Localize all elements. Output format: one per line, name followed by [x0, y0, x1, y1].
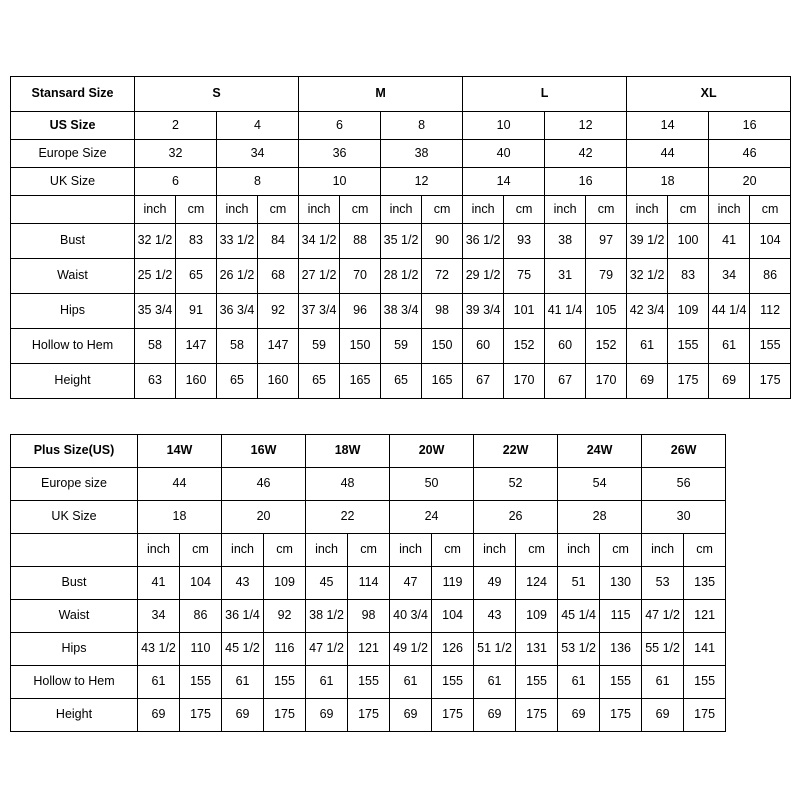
cell: 20	[222, 501, 306, 534]
cell: 88	[340, 224, 381, 259]
cell: 41	[138, 567, 180, 600]
cell: 175	[516, 699, 558, 732]
unit-cell: cm	[432, 534, 474, 567]
cell: 14	[627, 112, 709, 140]
cell: 16	[545, 168, 627, 196]
cell: 135	[684, 567, 726, 600]
cell: 47 1/2	[306, 633, 348, 666]
cell: 105	[586, 294, 627, 329]
cell: 92	[264, 600, 306, 633]
table-row	[11, 112, 791, 140]
cell: 8	[381, 112, 463, 140]
cell: 47	[390, 567, 432, 600]
plus-size-24w: 24W	[558, 435, 642, 468]
row-label-waist: Waist	[11, 259, 135, 294]
cell: 96	[340, 294, 381, 329]
cell: 68	[258, 259, 299, 294]
cell: 112	[750, 294, 791, 329]
table-row	[11, 294, 791, 329]
cell: 155	[600, 666, 642, 699]
table-row	[11, 435, 726, 468]
row-label-units	[11, 196, 135, 224]
cell: 26	[474, 501, 558, 534]
table-row	[11, 666, 726, 699]
cell: 165	[340, 364, 381, 399]
cell: 34	[709, 259, 750, 294]
unit-cell: cm	[504, 196, 545, 224]
unit-cell: cm	[422, 196, 463, 224]
unit-cell: inch	[463, 196, 504, 224]
cell: 50	[390, 468, 474, 501]
cell: 42	[545, 140, 627, 168]
cell: 27 1/2	[299, 259, 340, 294]
cell: 160	[258, 364, 299, 399]
size-group-l: L	[463, 77, 627, 112]
unit-cell: inch	[545, 196, 586, 224]
row-label-us-size: US Size	[11, 112, 135, 140]
cell: 61	[390, 666, 432, 699]
row-label-uk-size: UK Size	[11, 501, 138, 534]
table-row	[11, 534, 726, 567]
cell: 175	[432, 699, 474, 732]
cell: 175	[180, 699, 222, 732]
size-group-s: S	[135, 77, 299, 112]
unit-cell: inch	[627, 196, 668, 224]
cell: 43	[474, 600, 516, 633]
cell: 61	[474, 666, 516, 699]
cell: 119	[432, 567, 474, 600]
cell: 28	[558, 501, 642, 534]
cell: 6	[299, 112, 381, 140]
table-row	[11, 468, 726, 501]
cell: 42 3/4	[627, 294, 668, 329]
cell: 70	[340, 259, 381, 294]
unit-cell: inch	[381, 196, 422, 224]
cell: 59	[381, 329, 422, 364]
cell: 55 1/2	[642, 633, 684, 666]
cell: 38 1/2	[306, 600, 348, 633]
cell: 93	[504, 224, 545, 259]
table-row	[11, 567, 726, 600]
cell: 175	[750, 364, 791, 399]
cell: 43	[222, 567, 264, 600]
cell: 160	[176, 364, 217, 399]
row-label-bust: Bust	[11, 224, 135, 259]
cell: 32	[135, 140, 217, 168]
cell: 65	[299, 364, 340, 399]
cell: 130	[600, 567, 642, 600]
cell: 83	[176, 224, 217, 259]
cell: 44	[138, 468, 222, 501]
row-label-hollow-to-hem: Hollow to Hem	[11, 666, 138, 699]
cell: 175	[348, 699, 390, 732]
cell: 170	[504, 364, 545, 399]
cell: 86	[180, 600, 222, 633]
table-row	[11, 699, 726, 732]
cell: 90	[422, 224, 463, 259]
row-label-europe-size: Europe Size	[11, 140, 135, 168]
cell: 63	[135, 364, 176, 399]
cell: 155	[432, 666, 474, 699]
cell: 98	[422, 294, 463, 329]
standard-title: Stansard Size	[11, 77, 135, 112]
cell: 45	[306, 567, 348, 600]
cell: 104	[750, 224, 791, 259]
unit-cell: inch	[217, 196, 258, 224]
plus-size-20w: 20W	[390, 435, 474, 468]
cell: 141	[684, 633, 726, 666]
cell: 52	[474, 468, 558, 501]
cell: 40 3/4	[390, 600, 432, 633]
cell: 46	[222, 468, 306, 501]
cell: 34 1/2	[299, 224, 340, 259]
table-row	[11, 329, 791, 364]
unit-cell: inch	[642, 534, 684, 567]
cell: 109	[668, 294, 709, 329]
plus-size-18w: 18W	[306, 435, 390, 468]
cell: 152	[504, 329, 545, 364]
cell: 35 3/4	[135, 294, 176, 329]
cell: 69	[474, 699, 516, 732]
cell: 147	[258, 329, 299, 364]
unit-cell: inch	[299, 196, 340, 224]
unit-cell: cm	[684, 534, 726, 567]
cell: 46	[709, 140, 791, 168]
cell: 20	[709, 168, 791, 196]
unit-cell: inch	[222, 534, 264, 567]
unit-cell: inch	[709, 196, 750, 224]
plus-size-table	[10, 434, 726, 732]
cell: 175	[600, 699, 642, 732]
unit-cell: inch	[138, 534, 180, 567]
cell: 116	[264, 633, 306, 666]
cell: 69	[558, 699, 600, 732]
cell: 84	[258, 224, 299, 259]
cell: 170	[586, 364, 627, 399]
plus-size-26w: 26W	[642, 435, 726, 468]
cell: 34	[217, 140, 299, 168]
cell: 58	[135, 329, 176, 364]
cell: 32 1/2	[135, 224, 176, 259]
cell: 175	[264, 699, 306, 732]
cell: 109	[264, 567, 306, 600]
cell: 124	[516, 567, 558, 600]
table-row	[11, 224, 791, 259]
cell: 98	[348, 600, 390, 633]
cell: 8	[217, 168, 299, 196]
cell: 2	[135, 112, 217, 140]
cell: 29 1/2	[463, 259, 504, 294]
cell: 36 3/4	[217, 294, 258, 329]
table-row	[11, 77, 791, 112]
row-label-europe-size: Europe size	[11, 468, 138, 501]
cell: 34	[138, 600, 180, 633]
cell: 92	[258, 294, 299, 329]
cell: 18	[627, 168, 709, 196]
plus-size-14w: 14W	[138, 435, 222, 468]
cell: 61	[306, 666, 348, 699]
cell: 36 1/2	[463, 224, 504, 259]
row-label-height: Height	[11, 364, 135, 399]
cell: 54	[558, 468, 642, 501]
table-row	[11, 259, 791, 294]
cell: 24	[390, 501, 474, 534]
plus-size-16w: 16W	[222, 435, 306, 468]
cell: 36	[299, 140, 381, 168]
cell: 39 1/2	[627, 224, 668, 259]
cell: 101	[504, 294, 545, 329]
row-label-hips: Hips	[11, 294, 135, 329]
cell: 37 3/4	[299, 294, 340, 329]
cell: 53 1/2	[558, 633, 600, 666]
unit-cell: cm	[348, 534, 390, 567]
plus-title: Plus Size(US)	[11, 435, 138, 468]
cell: 36 1/4	[222, 600, 264, 633]
cell: 56	[642, 468, 726, 501]
cell: 65	[381, 364, 422, 399]
cell: 114	[348, 567, 390, 600]
table-row	[11, 168, 791, 196]
cell: 72	[422, 259, 463, 294]
unit-cell: inch	[474, 534, 516, 567]
cell: 69	[627, 364, 668, 399]
cell: 65	[217, 364, 258, 399]
table-row	[11, 364, 791, 399]
cell: 86	[750, 259, 791, 294]
cell: 51	[558, 567, 600, 600]
cell: 61	[222, 666, 264, 699]
cell: 115	[600, 600, 642, 633]
cell: 61	[138, 666, 180, 699]
cell: 60	[463, 329, 504, 364]
unit-cell: inch	[558, 534, 600, 567]
cell: 10	[463, 112, 545, 140]
cell: 12	[545, 112, 627, 140]
cell: 69	[222, 699, 264, 732]
cell: 97	[586, 224, 627, 259]
unit-cell: cm	[180, 534, 222, 567]
cell: 136	[600, 633, 642, 666]
cell: 25 1/2	[135, 259, 176, 294]
unit-cell: cm	[586, 196, 627, 224]
unit-cell: cm	[258, 196, 299, 224]
cell: 69	[306, 699, 348, 732]
cell: 69	[709, 364, 750, 399]
cell: 28 1/2	[381, 259, 422, 294]
cell: 104	[180, 567, 222, 600]
cell: 61	[558, 666, 600, 699]
cell: 44 1/4	[709, 294, 750, 329]
cell: 83	[668, 259, 709, 294]
cell: 104	[432, 600, 474, 633]
cell: 33 1/2	[217, 224, 258, 259]
cell: 61	[627, 329, 668, 364]
cell: 12	[381, 168, 463, 196]
plus-size-22w: 22W	[474, 435, 558, 468]
table-row	[11, 140, 791, 168]
cell: 69	[390, 699, 432, 732]
cell: 155	[516, 666, 558, 699]
cell: 152	[586, 329, 627, 364]
cell: 175	[684, 699, 726, 732]
size-group-xl: XL	[627, 77, 791, 112]
cell: 147	[176, 329, 217, 364]
row-label-uk-size: UK Size	[11, 168, 135, 196]
cell: 109	[516, 600, 558, 633]
row-label-hips: Hips	[11, 633, 138, 666]
unit-cell: cm	[176, 196, 217, 224]
unit-cell: cm	[750, 196, 791, 224]
unit-cell: cm	[668, 196, 709, 224]
cell: 75	[504, 259, 545, 294]
cell: 155	[348, 666, 390, 699]
table-row	[11, 501, 726, 534]
cell: 155	[668, 329, 709, 364]
cell: 22	[306, 501, 390, 534]
cell: 79	[586, 259, 627, 294]
cell: 35 1/2	[381, 224, 422, 259]
cell: 26 1/2	[217, 259, 258, 294]
cell: 61	[709, 329, 750, 364]
row-label-height: Height	[11, 699, 138, 732]
unit-cell: cm	[264, 534, 306, 567]
cell: 150	[340, 329, 381, 364]
unit-cell: inch	[135, 196, 176, 224]
cell: 175	[668, 364, 709, 399]
table-row	[11, 196, 791, 224]
cell: 4	[217, 112, 299, 140]
cell: 10	[299, 168, 381, 196]
cell: 48	[306, 468, 390, 501]
cell: 69	[642, 699, 684, 732]
cell: 14	[463, 168, 545, 196]
cell: 60	[545, 329, 586, 364]
cell: 49	[474, 567, 516, 600]
row-label-hollow-to-hem: Hollow to Hem	[11, 329, 135, 364]
table-row	[11, 600, 726, 633]
row-label-units	[11, 534, 138, 567]
cell: 43 1/2	[138, 633, 180, 666]
cell: 150	[422, 329, 463, 364]
cell: 45 1/2	[222, 633, 264, 666]
unit-cell: cm	[600, 534, 642, 567]
cell: 51 1/2	[474, 633, 516, 666]
cell: 38	[381, 140, 463, 168]
unit-cell: inch	[390, 534, 432, 567]
cell: 121	[348, 633, 390, 666]
table-row	[11, 633, 726, 666]
cell: 131	[516, 633, 558, 666]
cell: 40	[463, 140, 545, 168]
cell: 67	[545, 364, 586, 399]
cell: 41	[709, 224, 750, 259]
cell: 53	[642, 567, 684, 600]
cell: 31	[545, 259, 586, 294]
standard-size-table	[10, 76, 791, 399]
cell: 155	[750, 329, 791, 364]
cell: 100	[668, 224, 709, 259]
cell: 44	[627, 140, 709, 168]
row-label-bust: Bust	[11, 567, 138, 600]
unit-cell: inch	[306, 534, 348, 567]
unit-cell: cm	[516, 534, 558, 567]
cell: 38 3/4	[381, 294, 422, 329]
cell: 47 1/2	[642, 600, 684, 633]
cell: 67	[463, 364, 504, 399]
cell: 6	[135, 168, 217, 196]
cell: 59	[299, 329, 340, 364]
row-label-waist: Waist	[11, 600, 138, 633]
cell: 16	[709, 112, 791, 140]
cell: 18	[138, 501, 222, 534]
cell: 110	[180, 633, 222, 666]
cell: 121	[684, 600, 726, 633]
cell: 58	[217, 329, 258, 364]
cell: 41 1/4	[545, 294, 586, 329]
cell: 61	[642, 666, 684, 699]
cell: 69	[138, 699, 180, 732]
cell: 65	[176, 259, 217, 294]
cell: 32 1/2	[627, 259, 668, 294]
cell: 126	[432, 633, 474, 666]
cell: 38	[545, 224, 586, 259]
cell: 155	[684, 666, 726, 699]
cell: 91	[176, 294, 217, 329]
size-group-m: M	[299, 77, 463, 112]
cell: 45 1/4	[558, 600, 600, 633]
cell: 165	[422, 364, 463, 399]
cell: 30	[642, 501, 726, 534]
cell: 155	[264, 666, 306, 699]
cell: 39 3/4	[463, 294, 504, 329]
unit-cell: cm	[340, 196, 381, 224]
cell: 155	[180, 666, 222, 699]
cell: 49 1/2	[390, 633, 432, 666]
